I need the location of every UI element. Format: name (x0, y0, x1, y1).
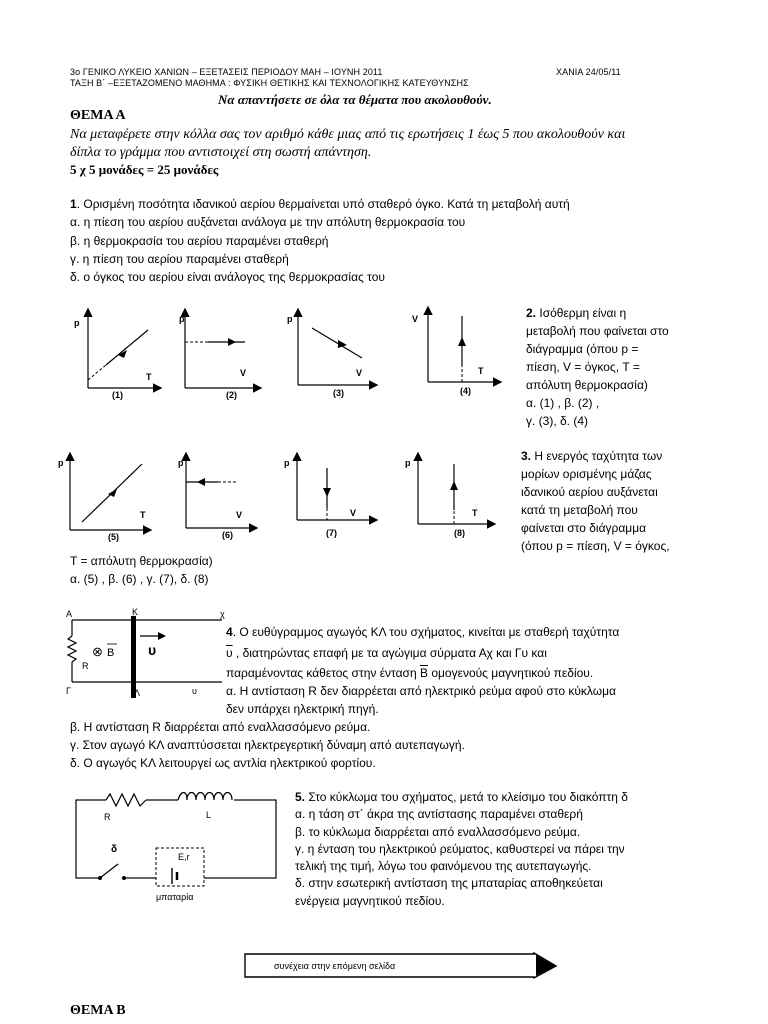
magnetic-field-cross-icon: ⊗ (92, 644, 103, 659)
q4-option-c: γ. Στον αγωγό ΚΛ αναπτύσσεται ηλεκτρεγερτική δύναμη από αυτεπαγωγή. (70, 738, 465, 752)
g1-y-label: p (74, 318, 80, 328)
graph-4 (412, 308, 500, 396)
g1-x-label: T (146, 372, 152, 382)
g1-number: (1) (112, 390, 123, 400)
graphs-row-1 (60, 300, 520, 410)
q4-option-d: δ. Ο αγωγός ΚΛ λειτουργεί ως αντλία ηλεκτρικού φορτίου. (70, 756, 376, 770)
q5-label-battery: μπαταρία (156, 892, 194, 902)
continue-next-page-button[interactable] (244, 953, 558, 979)
thema-a-title: ΘΕΜΑ Α (70, 108, 126, 123)
g2-y-label: p (179, 314, 185, 324)
q4-line-1: 4. Ο ευθύγραμμος αγωγός ΚΛ του σχήματος, κινείται με σταθερή ταχύτητα (226, 625, 620, 639)
q3-tail-2: α. (5) , β. (6) , γ. (7), δ. (8) (70, 572, 209, 586)
q1-option-d: δ. ο όγκος του αερίου είναι ανάλογος της θερμοκρασίας του (70, 270, 385, 284)
g8-number: (8) (454, 528, 465, 538)
continue-label: συνέχεια στην επόμενη σελίδα (274, 961, 396, 971)
q3-text: 3. Η ενεργός ταχύτητα των μορίων ορισμένης μάζας ιδανικού αερίου αυξάνεται κατά τη μεταβολή που φαίνεται στο διάγραμμα (όπου p = πίεση, V = όγκος, (521, 449, 670, 553)
g7-x-label: V (350, 508, 357, 518)
g6-y-label: p (178, 458, 184, 468)
q5-label-switch: δ (111, 844, 118, 855)
q1-option-c: γ. η πίεση του αερίου παραμένει σταθερή (70, 252, 289, 266)
q4-option-b: β. Η αντίσταση R διαρρέεται από εναλλασσόμενο ρεύμα. (70, 720, 371, 734)
q4-option-a-2: δεν υπάρχει ηλεκτρική πηγή. (226, 702, 379, 716)
q2-text: 2. Ισόθερμη είναι η μεταβολή που φαίνεται στο διάγραμμα (όπου p = πίεση, V = όγκος, T = απόλυτη θερμοκρασία) α. (1) , β. (2) , γ. (3), δ. (4) (526, 306, 669, 428)
g5-y-label: p (58, 458, 64, 468)
graph-7 (284, 454, 376, 538)
thema-b-title: ΘΕΜΑ Β (70, 1003, 126, 1018)
q3-tail-1: Τ = απόλυτη θερμοκρασία) (70, 554, 213, 568)
label-K: Κ (132, 607, 139, 617)
label-A: Α (66, 609, 73, 619)
label-velocity: υ (148, 642, 157, 658)
g5-x-label: T (140, 510, 146, 520)
school-header: 3ο ΓΕΝΙΚΟ ΛΥΚΕΙΟ ΧΑΝΙΩΝ – ΕΞΕΤΑΣΕΙΣ ΠΕΡΙΟΔΟΥ ΜΑΗ – ΙΟΥΝΗ 2011 (70, 67, 383, 77)
graph-1 (74, 310, 160, 400)
instruction: Να απαντήσετε σε όλα τα θέματα που ακολουθούν. (218, 92, 492, 107)
g7-y-label: p (284, 458, 290, 468)
q5-label-R: R (104, 812, 111, 822)
label-B: Β (107, 647, 115, 659)
label-chi: χ (220, 609, 225, 619)
graph-3 (287, 310, 376, 398)
q5-label-L: L (206, 810, 212, 820)
q5-circuit-figure (66, 788, 286, 908)
q1-stem: 1. Ορισμένη ποσότητα ιδανικού αερίου θερμαίνεται υπό σταθερό όγκο. Κατά τη μεταβολή αυτή (70, 197, 570, 211)
q1-option-b: β. η θερμοκρασία του αερίου παραμένει σταθερή (70, 234, 329, 248)
label-y: υ (192, 686, 197, 696)
q4-line-2: $\overline{\upsilon}$ , διατηρώντας επαφή με τα αγώγιμα σύρματα Αχ και Γυ και (226, 646, 547, 660)
g8-y-label: p (405, 458, 411, 468)
graph-6 (178, 454, 256, 540)
g4-number: (4) (460, 386, 471, 396)
g4-x-label: T (478, 366, 484, 376)
g3-x-label: V (356, 368, 363, 378)
g6-number: (6) (222, 530, 233, 540)
place-date: ΧΑΝΙΑ 24/05/11 (556, 67, 621, 77)
label-G: Γ (66, 686, 71, 696)
q1-option-a: α. η πίεση του αερίου αυξάνεται ανάλογα με την απόλυτη θερμοκρασία του (70, 215, 466, 229)
graph-2 (179, 310, 260, 400)
q5-label-Er: E,r (178, 852, 190, 862)
q4-option-a-1: α. Η αντίσταση R δεν διαρρέεται από ηλεκτρικό ρεύμα αφού στο κύκλωμα (226, 684, 616, 698)
label-R: R (82, 661, 89, 671)
graph-8 (405, 454, 494, 538)
graphs-row-2 (60, 444, 520, 554)
subject-header: ΤΑΞΗ Β΄ –ΕΞΕΤΑΖΟΜΕΝΟ ΜΑΘΗΜΑ : ΦΥΣΙΚΗ ΘΕΤΙΚΗΣ ΚΑΙ ΤΕΧΝΟΛΟΓΙΚΗΣ ΚΑΤΕΥΘΥΝΣΗΣ (70, 78, 469, 88)
g3-y-label: p (287, 314, 293, 324)
label-L: Λ (134, 688, 141, 698)
q4-line-3: παραμένοντας κάθετος στην ένταση $\overline{B}$ ομογενούς μαγνητικού πεδίου. (226, 666, 594, 680)
q5-text: 5. Στο κύκλωμα του σχήματος, μετά το κλείσιμο του διακόπτη δ α. η τάση στ΄ άκρα της αντίστασης παραμένει σταθερή β. το κύκλωμα διαρρέεται από εναλλασσόμενο ρεύμα. γ. η ένταση του ηλεκτρικού ρεύματος, καθυστερεί να πάρει την τελική της τιμή, λόγω του φαινόμενου της αυτεπαγωγής. δ. στην εσωτερική αντίσταση της μπαταρίας αποθηκεύεται ενέργεια μαγνητικού πεδίου. (295, 790, 628, 908)
g3-number: (3) (333, 388, 344, 398)
g8-x-label: T (472, 508, 478, 518)
thema-a-points: 5 χ 5 μονάδες = 25 μονάδες (70, 162, 219, 177)
g7-number: (7) (326, 528, 337, 538)
g5-number: (5) (108, 532, 119, 542)
g4-y-label: V (412, 314, 419, 324)
g2-number: (2) (226, 390, 237, 400)
thema-a-intro-1: Να μεταφέρετε στην κόλλα σας τον αριθμό κάθε μιας από τις ερωτήσεις 1 έως 5 που ακολουθούν και (70, 127, 626, 142)
q4-circuit-figure (62, 606, 232, 716)
g6-x-label: V (236, 510, 243, 520)
g2-x-label: V (240, 368, 247, 378)
thema-a-intro-2: δίπλα το γράμμα που αντιστοιχεί στη σωστή απάντηση. (70, 145, 372, 160)
graph-5 (58, 454, 150, 542)
